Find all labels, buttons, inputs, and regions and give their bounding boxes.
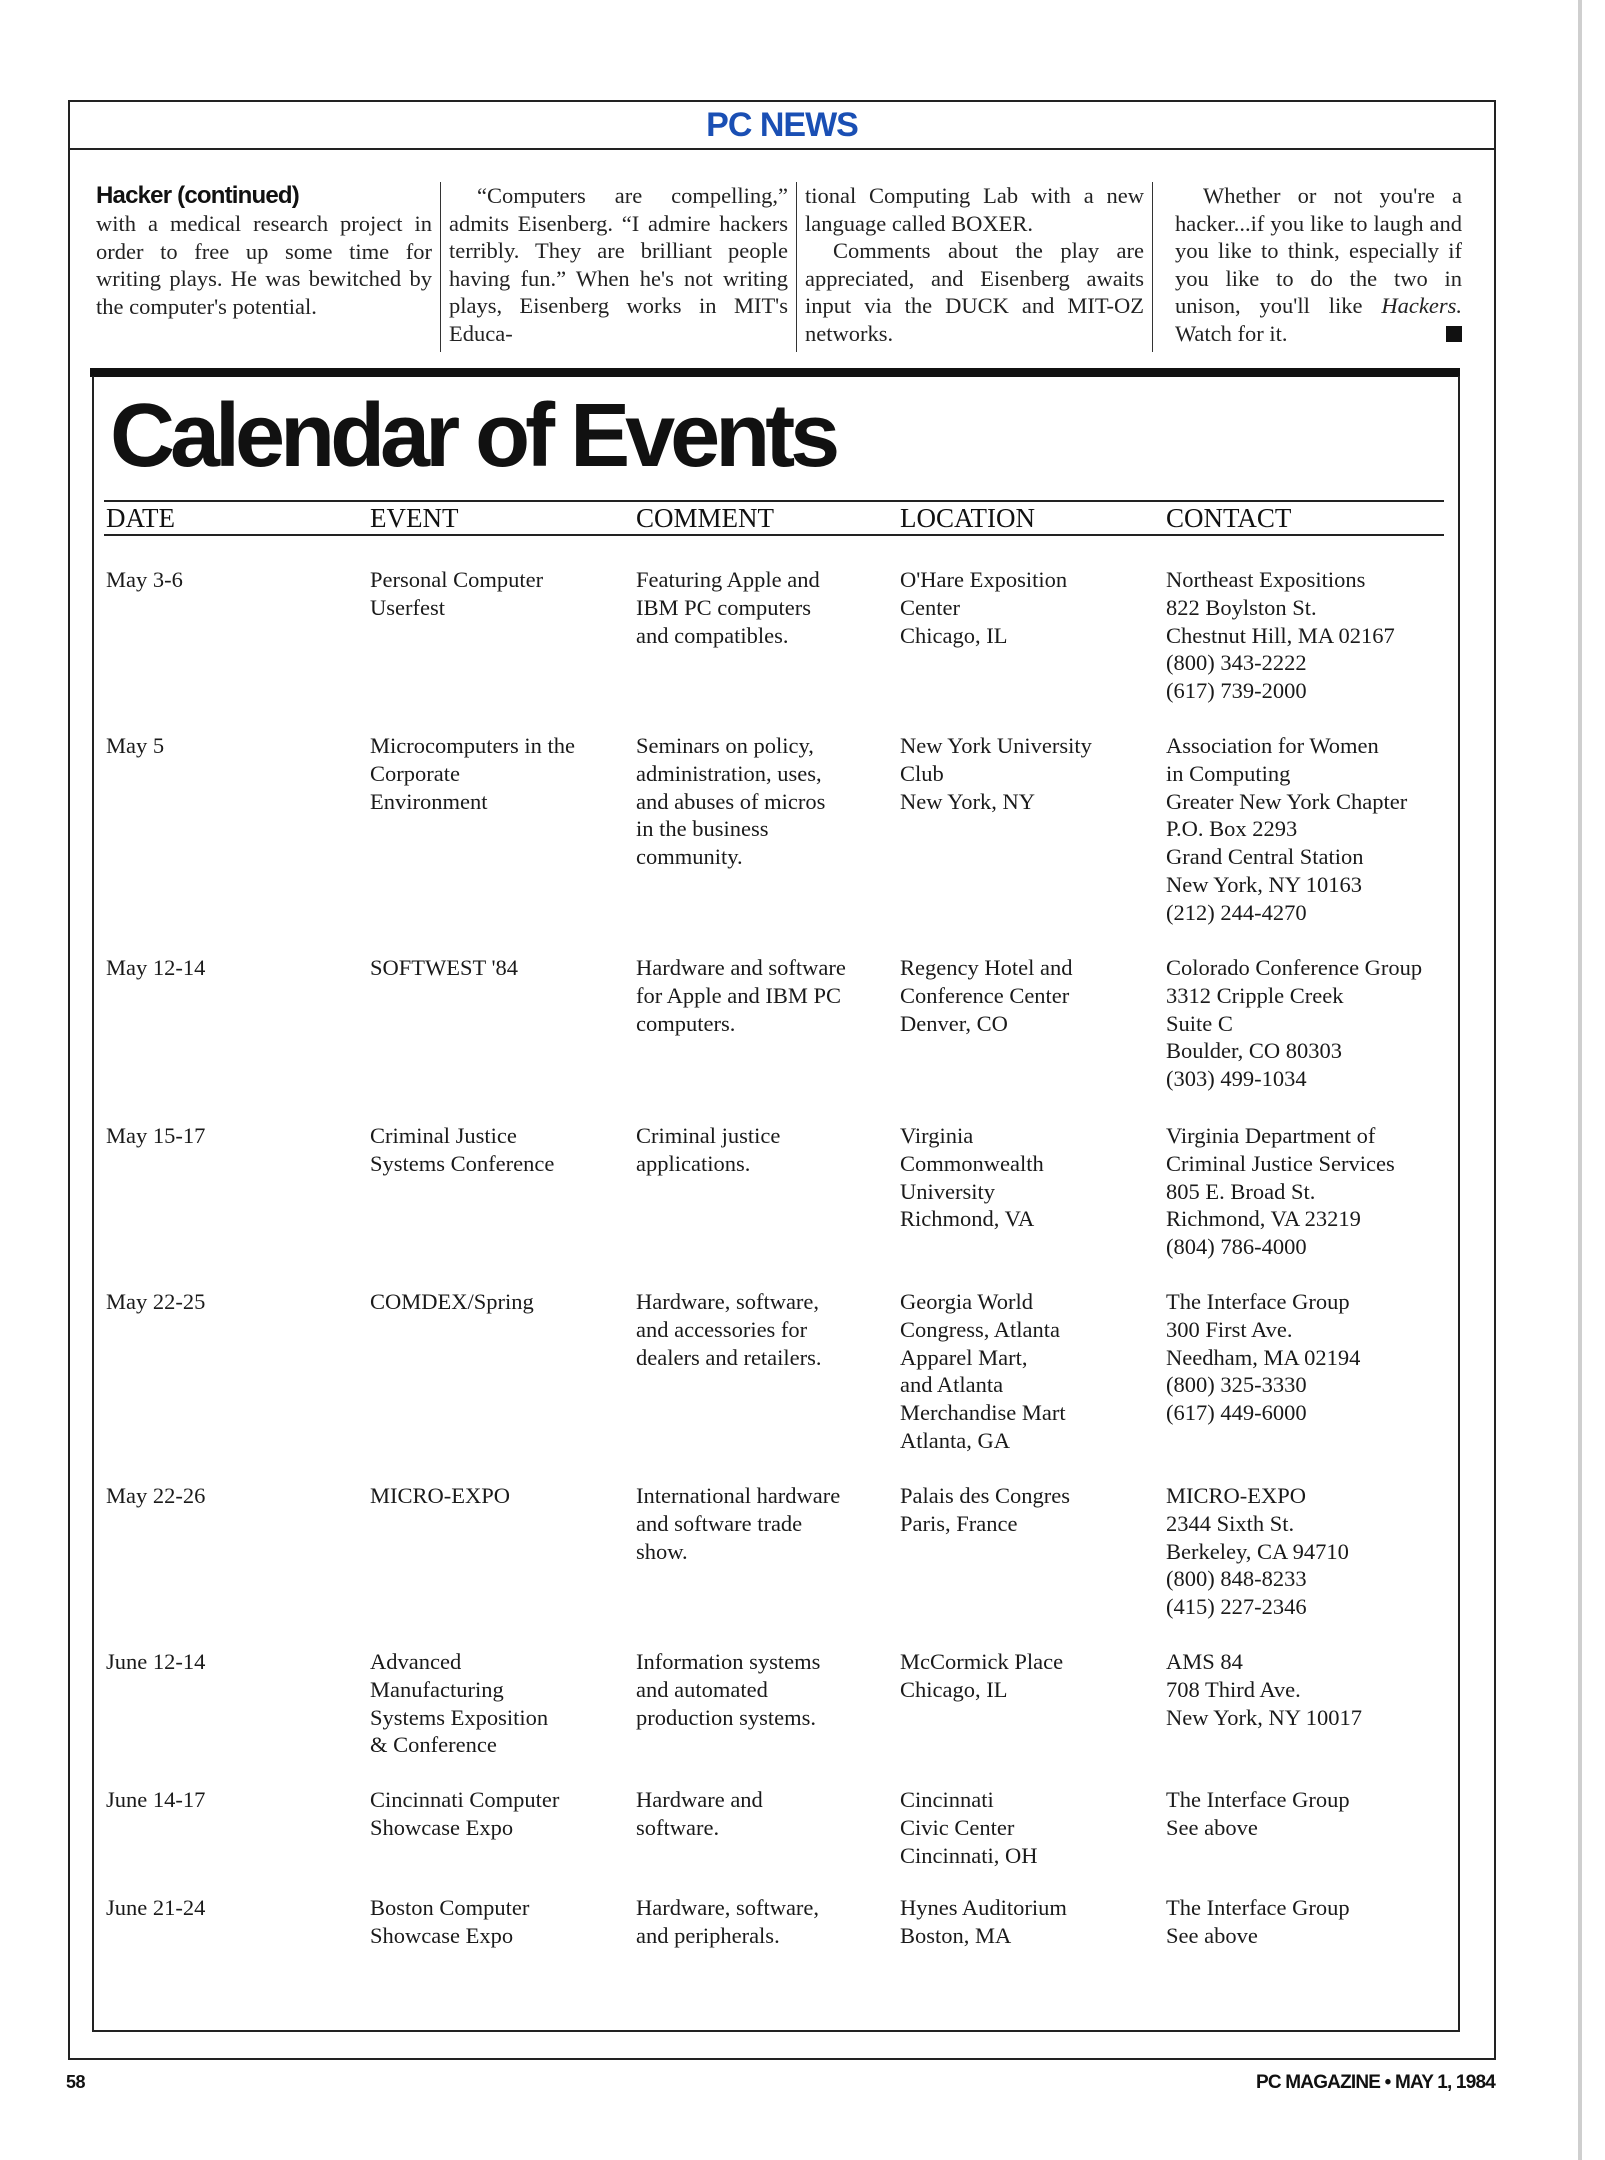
contact-line: (415) 227-2346 — [1166, 1594, 1307, 1620]
cell-contact — [1166, 1786, 1350, 1842]
contact-line: New York, NY 10163 — [1166, 871, 1363, 897]
cell-event — [370, 566, 543, 622]
location-line: O'Hare Exposition — [900, 567, 1068, 592]
article-text: “Computers are compelling,” admits Eisenberg. “I admire hackers terribly. They are brilliant people having fun.” When he's not writing plays, Eisenberg works in MIT's Educa- — [449, 183, 788, 346]
cell-event — [370, 1288, 534, 1316]
event-line: Criminal Justice — [370, 1123, 517, 1148]
event-line: Systems Conference — [370, 1150, 555, 1176]
cell-contact — [1166, 1648, 1362, 1731]
event-line: Systems Exposition — [370, 1704, 549, 1730]
location-line: Chicago, IL — [900, 622, 1008, 648]
date-line: May 22-26 — [106, 1483, 206, 1508]
contact-line: 822 Boylston St. — [1166, 594, 1317, 620]
cell-contact — [1166, 1482, 1349, 1621]
cell-location — [900, 1288, 1066, 1455]
comment-line: and peripherals. — [636, 1922, 780, 1948]
cell-location — [900, 954, 1072, 1037]
table-header-rule — [104, 534, 1444, 536]
cell-contact — [1166, 954, 1422, 1093]
page-number: 58 — [66, 2072, 86, 2092]
event-line: Manufacturing — [370, 1676, 504, 1702]
column-header-date: DATE — [106, 503, 175, 533]
event-line: Environment — [370, 788, 488, 814]
comment-line: Hardware, software, — [636, 1289, 820, 1314]
footer-masthead: PC MAGAZINE • MAY 1, 1984 — [1255, 2072, 1495, 2093]
comment-line: Hardware and — [636, 1787, 763, 1812]
contact-line: (617) 739-2000 — [1166, 678, 1307, 704]
cell-contact — [1166, 1894, 1350, 1950]
cell-location — [900, 1894, 1067, 1950]
comment-line: in the business — [636, 816, 769, 842]
cell-date — [106, 732, 164, 760]
location-line: Hynes Auditorium — [900, 1895, 1067, 1920]
comment-line: dealers and retailers. — [636, 1344, 822, 1370]
event-line: Showcase Expo — [370, 1814, 514, 1840]
comment-line: Information systems — [636, 1649, 821, 1674]
cell-comment — [636, 1482, 840, 1565]
cell-event — [370, 1122, 554, 1178]
date-line: May 12-14 — [106, 955, 206, 980]
location-line: Cincinnati, OH — [900, 1842, 1038, 1868]
contact-line: See above — [1166, 1814, 1258, 1840]
location-line: Atlanta, GA — [900, 1427, 1010, 1453]
cell-location — [900, 566, 1067, 649]
cell-date — [106, 566, 183, 594]
event-line: Boston Computer — [370, 1895, 530, 1920]
contact-line: (804) 786-4000 — [1166, 1234, 1307, 1260]
contact-line: (212) 244-4270 — [1166, 899, 1307, 925]
cell-event — [370, 1894, 529, 1950]
cell-event — [370, 732, 575, 815]
location-line: Commonwealth — [900, 1150, 1044, 1176]
contact-line: AMS 84 — [1166, 1649, 1243, 1674]
news-column-2 — [440, 182, 796, 352]
article-text: Comments about the play are appreciated, and Eisenberg awaits input via the DUCK and MIT-OZ networks. — [805, 238, 1144, 346]
comment-line: IBM PC computers — [636, 594, 812, 620]
comment-line: Criminal justice — [636, 1123, 781, 1148]
cell-comment — [636, 1122, 780, 1178]
article-text: Watch for it. — [1175, 320, 1288, 346]
contact-line: Berkeley, CA 94710 — [1166, 1538, 1349, 1564]
comment-line: and automated — [636, 1676, 768, 1702]
comment-line: computers. — [636, 1010, 736, 1036]
comment-line: and accessories for — [636, 1316, 808, 1342]
cell-event — [370, 1482, 510, 1510]
location-line: Merchandise Mart — [900, 1400, 1066, 1426]
location-line: Cincinnati — [900, 1787, 994, 1812]
contact-line: (303) 499-1034 — [1166, 1066, 1307, 1092]
cell-location — [900, 1482, 1070, 1538]
date-line: June 14-17 — [106, 1787, 206, 1812]
article-text: with a medical research project in order to free up some time for writing plays. He was bewitched by the computer's potential. — [96, 211, 432, 319]
comment-line: software. — [636, 1814, 720, 1840]
section-header — [70, 102, 1494, 150]
location-line: and Atlanta — [900, 1372, 1004, 1398]
contact-line: 805 E. Broad St. — [1166, 1178, 1316, 1204]
cell-date — [106, 1894, 205, 1922]
event-line: Advanced — [370, 1649, 462, 1674]
cell-contact — [1166, 566, 1395, 705]
contact-line: The Interface Group — [1166, 1895, 1350, 1920]
column-header-location: LOCATION — [900, 503, 1035, 533]
comment-line: applications. — [636, 1150, 751, 1176]
date-line: May 22-25 — [106, 1289, 206, 1314]
location-line: Georgia World — [900, 1289, 1033, 1314]
cell-contact — [1166, 1288, 1360, 1427]
contact-line: 3312 Cripple Creek — [1166, 982, 1344, 1008]
cell-comment — [636, 732, 825, 871]
calendar-title: Calendar of Events — [110, 386, 836, 486]
comment-line: Hardware, software, — [636, 1895, 820, 1920]
contact-line: (800) 848-8233 — [1166, 1566, 1307, 1592]
cell-date — [106, 1122, 205, 1150]
comment-line: show. — [636, 1538, 688, 1564]
contact-line: 2344 Sixth St. — [1166, 1510, 1295, 1536]
date-line: June 21-24 — [106, 1895, 206, 1920]
cell-event — [370, 954, 518, 982]
location-line: New York University — [900, 733, 1092, 758]
location-line: Congress, Atlanta — [900, 1316, 1060, 1342]
cell-location — [900, 1786, 1037, 1869]
contact-line: Northeast Expositions — [1166, 567, 1366, 592]
comment-line: and software trade — [636, 1510, 803, 1536]
news-column-1 — [94, 182, 440, 352]
comment-line: Seminars on policy, — [636, 733, 814, 758]
event-line: SOFTWEST '84 — [370, 955, 519, 980]
cell-date — [106, 1648, 205, 1676]
contact-line: (617) 449-6000 — [1166, 1400, 1307, 1426]
contact-line: The Interface Group — [1166, 1787, 1350, 1812]
comment-line: International hardware — [636, 1483, 841, 1508]
contact-line: Virginia Department of — [1166, 1123, 1376, 1148]
location-line: Palais des Congres — [900, 1483, 1070, 1508]
column-header-event: EVENT — [370, 503, 459, 533]
contact-line: Association for Women — [1166, 733, 1379, 758]
page-edge-shadow — [1578, 0, 1582, 2160]
contact-line: 300 First Ave. — [1166, 1316, 1293, 1342]
comment-line: production systems. — [636, 1704, 816, 1730]
contact-line: Greater New York Chapter — [1166, 788, 1408, 814]
location-line: Apparel Mart, — [900, 1344, 1028, 1370]
column-header-comment: COMMENT — [636, 503, 775, 533]
date-line: June 12-14 — [106, 1649, 206, 1674]
contact-line: (800) 343-2222 — [1166, 650, 1307, 676]
contact-line: Chestnut Hill, MA 02167 — [1166, 622, 1395, 648]
contact-line: Boulder, CO 80303 — [1166, 1038, 1342, 1064]
end-of-article-icon — [1446, 326, 1462, 342]
location-line: Center — [900, 594, 960, 620]
event-line: Corporate — [370, 760, 460, 786]
location-line: McCormick Place — [900, 1649, 1064, 1674]
comment-line: Hardware and software — [636, 955, 846, 980]
contact-line: P.O. Box 2293 — [1166, 816, 1298, 842]
comment-line: Featuring Apple and — [636, 567, 820, 592]
article-emphasis: Hackers. — [1381, 293, 1462, 318]
cell-location — [900, 1122, 1044, 1233]
contact-line: Grand Central Station — [1166, 844, 1364, 870]
event-line: Showcase Expo — [370, 1922, 514, 1948]
cell-comment — [636, 1786, 763, 1842]
cell-comment — [636, 566, 820, 649]
location-line: University — [900, 1178, 995, 1204]
cell-date — [106, 954, 205, 982]
cell-comment — [636, 1288, 822, 1371]
cell-comment — [636, 954, 846, 1037]
comment-line: and compatibles. — [636, 622, 789, 648]
location-line: Conference Center — [900, 982, 1070, 1008]
comment-line: and abuses of micros — [636, 788, 826, 814]
comment-line: for Apple and IBM PC — [636, 982, 841, 1008]
event-line: Userfest — [370, 594, 445, 620]
event-line: Microcomputers in the — [370, 733, 575, 758]
cell-date — [106, 1786, 205, 1814]
comment-line: community. — [636, 844, 743, 870]
event-line: Personal Computer — [370, 567, 544, 592]
contact-line: Richmond, VA 23219 — [1166, 1206, 1361, 1232]
news-article — [94, 182, 1470, 352]
cell-location — [900, 732, 1092, 815]
location-line: Boston, MA — [900, 1922, 1012, 1948]
contact-line: Criminal Justice Services — [1166, 1150, 1395, 1176]
location-line: Virginia — [900, 1123, 974, 1148]
section-title: PC NEWS — [706, 106, 858, 144]
contact-line: Needham, MA 02194 — [1166, 1344, 1361, 1370]
event-line: & Conference — [370, 1732, 497, 1758]
cell-event — [370, 1786, 559, 1842]
contact-line: MICRO-EXPO — [1166, 1483, 1307, 1508]
contact-line: See above — [1166, 1922, 1258, 1948]
news-column-4 — [1152, 182, 1470, 352]
contact-line: New York, NY 10017 — [1166, 1704, 1363, 1730]
date-line: May 3-6 — [106, 567, 183, 592]
contact-line: (800) 325-3330 — [1166, 1372, 1307, 1398]
event-line: COMDEX/Spring — [370, 1289, 534, 1314]
location-line: Chicago, IL — [900, 1676, 1008, 1702]
article-heading: Hacker (continued) — [96, 182, 299, 209]
article-text: tional Computing Lab with a new language called BOXER. — [805, 183, 1144, 236]
cell-event — [370, 1648, 548, 1759]
column-header-contact: CONTACT — [1166, 503, 1292, 533]
news-column-3 — [796, 182, 1152, 352]
cell-location — [900, 1648, 1063, 1704]
contact-line: in Computing — [1166, 760, 1291, 786]
location-line: Regency Hotel and — [900, 955, 1073, 980]
cell-date — [106, 1482, 205, 1510]
contact-line: 708 Third Ave. — [1166, 1676, 1301, 1702]
contact-line: Suite C — [1166, 1010, 1233, 1036]
event-line: Cincinnati Computer — [370, 1787, 560, 1812]
date-line: May 5 — [106, 733, 165, 758]
cell-comment — [636, 1894, 819, 1950]
comment-line: administration, uses, — [636, 760, 822, 786]
date-line: May 15-17 — [106, 1123, 206, 1148]
location-line: Richmond, VA — [900, 1206, 1035, 1232]
event-line: MICRO-EXPO — [370, 1483, 511, 1508]
contact-line: Colorado Conference Group — [1166, 955, 1423, 980]
cell-contact — [1166, 732, 1407, 927]
location-line: Club — [900, 760, 944, 786]
contact-line: The Interface Group — [1166, 1289, 1350, 1314]
location-line: Civic Center — [900, 1814, 1015, 1840]
cell-comment — [636, 1648, 820, 1731]
cell-contact — [1166, 1122, 1395, 1261]
location-line: Denver, CO — [900, 1010, 1008, 1036]
location-line: New York, NY — [900, 788, 1036, 814]
cell-date — [106, 1288, 205, 1316]
article-text: Whether or not you're a hacker...if you like to laugh and you like to think, especially if you like to do the two in unison, you'll like — [1175, 183, 1462, 318]
location-line: Paris, France — [900, 1510, 1018, 1536]
